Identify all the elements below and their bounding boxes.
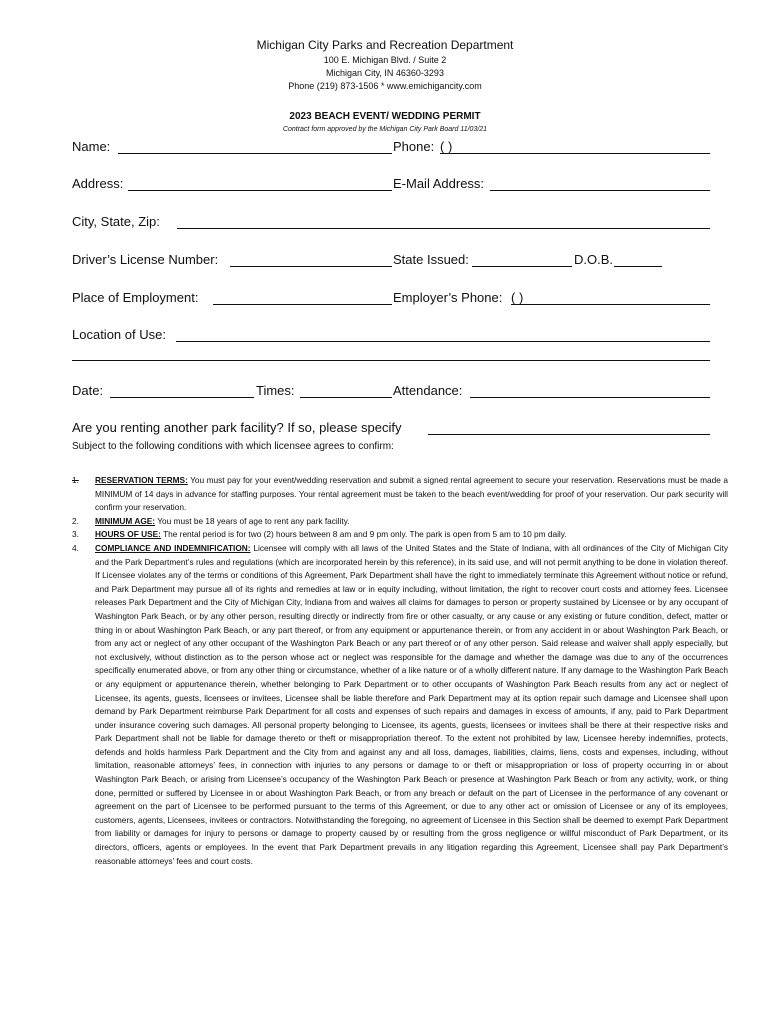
date-field[interactable] (110, 385, 254, 398)
state-issued-label: State Issued: (393, 252, 469, 267)
location-row (72, 326, 712, 344)
term-item (72, 528, 728, 542)
times-field[interactable] (300, 385, 392, 398)
name-phone-row (72, 138, 712, 156)
department-name: Michigan City Parks and Recreation Department (256, 38, 514, 52)
term-item (72, 542, 728, 868)
email-label: E-Mail Address: (393, 176, 485, 191)
date-row (72, 382, 712, 400)
city-row (72, 213, 712, 231)
city-state-zip-label: City, State, Zip: (72, 214, 160, 229)
state-issued-field[interactable] (472, 254, 572, 267)
employment-field[interactable] (213, 292, 392, 305)
term-heading: RESERVATION TERMS: (95, 475, 188, 485)
email-field[interactable] (490, 178, 710, 191)
term-text: Licensee will comply with all laws of the United States and the State of Indiana, with all ordinances of the City of Michigan City and the Park Department’s rules and regulations (which are incorporated herein by this reference), in its said use, and will not permit anything to be done in violation thereof. If Licensee violates any of the terms or conditions of this Agreement, Park Department shall have the right to immediately terminate this Agreement without notice or refund, and Park Department may pursue all of its rights and remedies at law or in equity including, without limitation, the right to recover court costs and attorney fees. Licensee releases Park Department and the City of Michigan City, Indiana from and waives all claims for damages to person or property sustained by Licensee or by any occupant of Washington Park Beach, or by any other person, resulting directly or indirectly from fire or other casualty, or any cause or any existing or future condition, defect, matter or thing in or about Washington Park Beach, or any part thereof, or from any equipment or appurtenance therein, or from any accident in or about Washington Park Beach, or from any act or neglect of any other occupant of the Washington Park Beach or any part thereof or of any other person. Said release and waiver shall apply especially, but not exclusively, without distinction as to the person whose act or neglect was responsible for the damage and whether the damage was due to any of the occurrences specifically enumerated above, or from any other thing or circumstance, whether of a like nature or of a wholly different nature. If any damage to the Washington Park Beach or any equipment or appurtenance therein, whether belonging to Park Department or to other occupants of Washington Park Beach results from any act or neglect of Licensee, its agents, guests, licensees or invitees, Licensee shall be liable therefore and Park Department may at its option repair such damage and Licensee shall upon demand by Park Department reimburse Park Department for all costs and expenses of such repairs and damages in excess of amounts, if any, paid to Park Department under insurance covering such damages. All personal property belonging to Licensee, its agents, guests, licensees or invitees shall be there at their respective risks and Park Department shall not be liable for damage thereto or theft or misappropriation thereof. To the extent not prohibited by law, Licensee hereby indemnifies, protects, defends and holds harmless Park Department and the City from and against any and all loss, damages, liabilities, claims, liens, costs and expenses, including, without limitation, reasonable attorneys’ fees, in connection with injuries to any persons or damage to or theft or misappropriation or loss of property occurring in or about Washington Park Beach, or arising from Licensee’s occupancy of the Washington Park Beach or presence at Washington Park Beach or from any activity, work, or thing done, permitted or suffered by Licensee in or about Washington Park Beach, or from any breach or default on the part of Licensee in the performance of any covenant or agreement on the part of Licensee to be performed pursuant to the terms of this Agreement, or due to any other act or omission of Licensee or any of its employees, customers, agents, Licensees, invitees or contractors. Notwithstanding the foregoing, no agreement of Licensee in this Section shall be deemed to exempt Park Department from liability or damages for injury to persons or damage to property caused by or resulting from the gross negligence or willful misconduct of Park Department, or its directors, officers, agents or employees. In the event that Park Department prevails in any litigation regarding this Agreement, Licensee shall pay Park Department’s reasonable attorneys’ fees and court costs. (95, 542, 728, 866)
other-facility-question: Are you renting another park facility? If so, please specify (72, 420, 402, 435)
phone-field[interactable] (440, 141, 710, 154)
employment-label: Place of Employment: (72, 290, 199, 305)
address-email-row (72, 175, 712, 193)
license-row (72, 251, 712, 269)
attendance-label: Attendance: (393, 383, 463, 398)
term-item (72, 474, 728, 515)
address-line-2: Michigan City, IN 46360-3293 (326, 68, 444, 78)
term-text: You must pay for your event/wedding reservation and submit a signed rental agreement to secure your reservation. Reservations must be made a MINIMUM of 14 days in advance for staffing purposes. Your rental agreement must be taken to the beach event/wedding for proof of your reservation. Our park security will confirm your reservation. (95, 475, 728, 513)
employer-phone-area-code: ( ) (511, 290, 524, 305)
conditions-intro: Subject to the following conditions with which licensee agrees to confirm: (72, 441, 394, 452)
term-item (72, 515, 728, 529)
address-field[interactable] (128, 178, 392, 191)
other-facility-field[interactable] (428, 434, 710, 435)
city-state-zip-field[interactable] (177, 216, 710, 229)
term-number: 3. (72, 529, 79, 540)
employment-row (72, 289, 712, 307)
term-number: 4. (72, 542, 79, 553)
term-text: The rental period is for two (2) hours between 8 am and 9 pm only. The park is open from 5 am to 10 pm daily. (163, 529, 567, 540)
date-label: Date: (72, 383, 104, 398)
terms-list (72, 474, 728, 868)
term-text: You must be 18 years of age to rent any park facility. (157, 515, 350, 526)
term-heading: COMPLIANCE AND INDEMNIFICATION: (95, 542, 251, 553)
contact-line: Phone (219) 873-1506 * www.emichigancity.com (288, 81, 482, 91)
employer-phone-field[interactable] (511, 292, 710, 305)
location-label: Location of Use: (72, 327, 166, 342)
address-label: Address: (72, 176, 124, 191)
name-label: Name: (72, 139, 111, 154)
license-label: Driver’s License Number: (72, 252, 219, 267)
dob-label: D.O.B. (574, 252, 614, 267)
phone-area-code: ( ) (440, 139, 453, 154)
term-heading: MINIMUM AGE: (95, 515, 156, 526)
times-label: Times: (256, 383, 295, 398)
permit-subtitle: Contract form approved by the Michigan City Park Board 11/03/21 (282, 126, 488, 133)
name-field[interactable] (118, 141, 392, 154)
license-field[interactable] (230, 254, 392, 267)
employer-phone-label: Employer’s Phone: (393, 290, 503, 305)
location-field-line-2[interactable] (72, 360, 710, 361)
term-number: 2. (72, 515, 79, 526)
address-line-1: 100 E. Michigan Blvd. / Suite 2 (323, 55, 447, 65)
phone-label: Phone: (393, 139, 435, 154)
term-number: 1. (72, 475, 79, 485)
dob-field[interactable] (614, 254, 662, 267)
location-field[interactable] (176, 329, 710, 342)
term-heading: HOURS OF USE: (95, 529, 161, 540)
permit-title: 2023 BEACH EVENT/ WEDDING PERMIT (289, 111, 481, 122)
attendance-field[interactable] (470, 385, 710, 398)
